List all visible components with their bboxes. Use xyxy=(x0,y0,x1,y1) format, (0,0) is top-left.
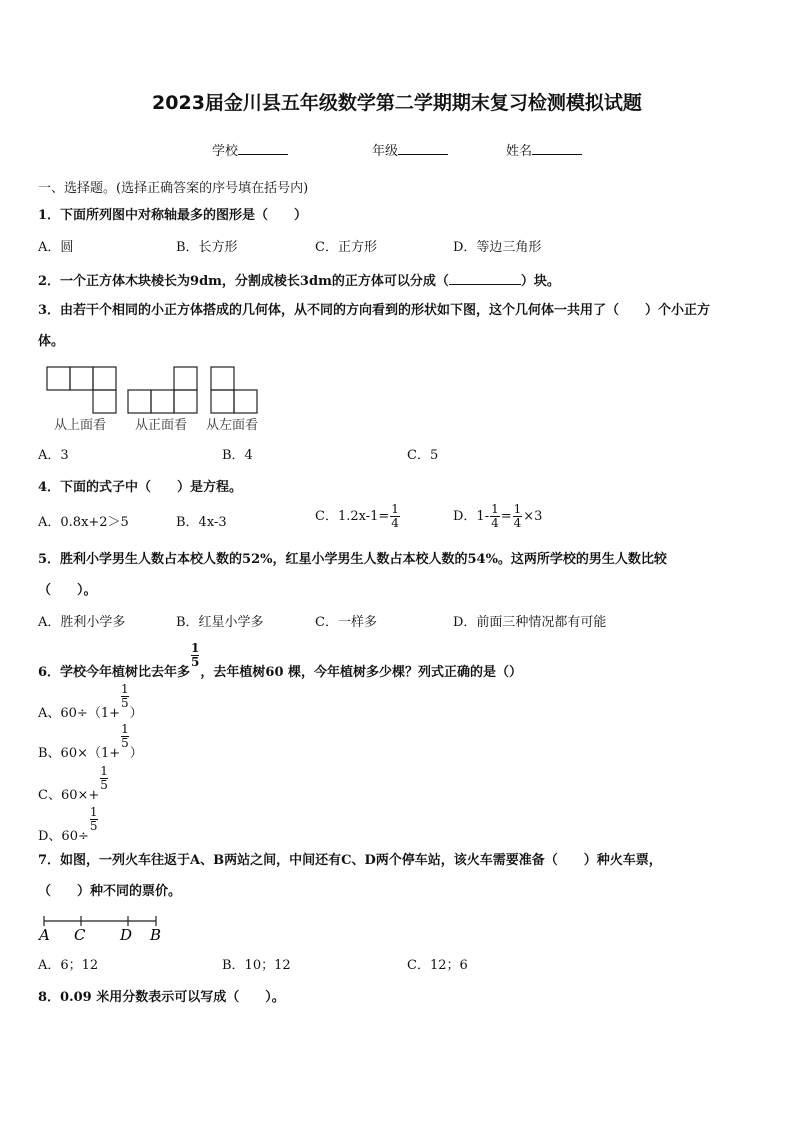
q6-text-post: ，去年植树60 棵，今年植树多少棵？列式正确的是（） xyxy=(200,665,523,680)
grade-field[interactable] xyxy=(372,140,448,159)
top-view-cell xyxy=(93,390,116,413)
q4-option-a[interactable]: A．0.8x+2＞5 xyxy=(38,515,129,530)
q4-option-d-tail: ×3 xyxy=(523,509,543,524)
q6-option-c-text: C、60×+ xyxy=(38,788,100,803)
q7-option-a[interactable]: A．6；12 xyxy=(38,958,99,973)
fraction-one-fifth: $\frac{1}{5}$ xyxy=(191,641,200,669)
q3-caption-front: 从正面看 xyxy=(135,418,188,433)
q3-caption-top: 从上面看 xyxy=(54,418,107,433)
grade-blank[interactable] xyxy=(398,142,448,155)
q5-option-d[interactable]: D．前面三种情况都有可能 xyxy=(453,615,607,630)
left-view-cell xyxy=(211,367,234,390)
q4-option-d[interactable] xyxy=(453,503,542,530)
left-view-cell xyxy=(211,390,234,413)
left-view-cell xyxy=(234,390,257,413)
q7-option-c[interactable]: C．12；6 xyxy=(407,958,468,973)
q6-option-b-text: B、60×（1+ xyxy=(38,746,121,761)
q6-option-a[interactable] xyxy=(38,683,143,722)
equals-sign: = xyxy=(500,509,512,524)
q2-text xyxy=(38,272,560,290)
q7-option-b[interactable]: B．10；12 xyxy=(222,958,291,973)
fraction-one-fifth: $\frac{1}{5}$ xyxy=(89,805,98,833)
q5-line1: 5．胜利小学男生人数占本校人数的52%，红星小学男生人数占本校人数的54%。这两所学校的男生人数比较 xyxy=(38,552,667,567)
page-title: 2023届金川县五年级数学第二学期期末复习检测模拟试题 xyxy=(152,92,642,114)
q2-answer-blank[interactable] xyxy=(449,272,521,285)
q4-option-d-text: D．1- xyxy=(453,509,490,524)
close-paren: ） xyxy=(129,746,143,761)
grade-label: 年级 xyxy=(372,144,399,159)
q7-line2: （ ）种不同的票价。 xyxy=(38,884,182,899)
q1-option-c[interactable]: C．正方形 xyxy=(315,240,377,255)
name-blank[interactable] xyxy=(532,142,582,155)
q6-option-c[interactable] xyxy=(38,765,109,804)
fraction-one-quarter: $\frac{1}{4}$ xyxy=(491,502,499,530)
q6-option-a-text: A、60÷（1+ xyxy=(38,706,120,721)
front-view-cell xyxy=(174,367,197,390)
fraction-one-quarter: $\frac{1}{4}$ xyxy=(513,502,522,530)
station-label-b: B xyxy=(150,926,162,944)
close-paren: ） xyxy=(129,706,143,721)
q4-option-b[interactable]: B．4x-3 xyxy=(176,515,227,530)
q4-option-c[interactable] xyxy=(315,503,401,530)
q3-line2: 体。 xyxy=(38,334,65,349)
fraction-one-fifth: $\frac{1}{5}$ xyxy=(100,764,108,792)
section-heading: 一、选择题。(选择正确答案的序号填在括号内) xyxy=(38,181,309,196)
top-view-cell xyxy=(70,367,93,390)
q2-text-b: ）块。 xyxy=(520,274,560,289)
q3-option-c[interactable]: C．5 xyxy=(407,448,439,463)
school-label: 学校 xyxy=(212,144,239,159)
q1-option-a[interactable]: A．圆 xyxy=(38,240,74,255)
q3-caption-left: 从左面看 xyxy=(206,418,259,433)
name-field[interactable] xyxy=(506,140,582,159)
q6-option-b[interactable] xyxy=(38,723,143,762)
q6-text-pre: 6．学校今年植树比去年多 xyxy=(38,665,191,680)
q1-option-d[interactable]: D．等边三角形 xyxy=(453,240,542,255)
q7-line1: 7．如图，一列火车往返于A、B两站之间，中间还有C、D两个停车站，该火车需要准备（ ）种火车票， xyxy=(38,853,662,868)
q5-option-b[interactable]: B．红星小学多 xyxy=(176,615,264,630)
station-label-d: D xyxy=(120,926,133,944)
q6-option-d[interactable] xyxy=(38,806,99,845)
q4-option-c-text: C．1.2x-1= xyxy=(315,509,390,524)
school-field[interactable] xyxy=(212,140,288,159)
fraction-one-fifth: $\frac{1}{5}$ xyxy=(121,682,129,710)
q3-option-a[interactable]: A．3 xyxy=(38,448,69,463)
q7-rail-diagram xyxy=(36,912,170,944)
q5-option-c[interactable]: C．一样多 xyxy=(315,615,377,630)
front-view-cell xyxy=(174,390,197,413)
q5-line2: （ ）。 xyxy=(38,583,97,598)
q5-option-a[interactable]: A．胜利小学多 xyxy=(38,615,126,630)
front-view-cell xyxy=(151,390,174,413)
fraction-one-fifth: $\frac{1}{5}$ xyxy=(121,722,129,750)
school-blank[interactable] xyxy=(238,142,288,155)
q1-text: 1．下面所列图中对称轴最多的图形是（ ） xyxy=(38,208,308,223)
q8-text: 8．0.09 米用分数表示可以写成（ ）。 xyxy=(38,990,285,1005)
name-label: 姓名 xyxy=(506,144,533,159)
top-view-cell xyxy=(93,367,116,390)
q1-option-b[interactable]: B．长方形 xyxy=(176,240,238,255)
q6-option-d-text: D、60÷ xyxy=(38,829,89,844)
station-label-c: C xyxy=(74,926,86,944)
q3-line1: 3．由若干个相同的小正方体搭成的几何体，从不同的方向看到的形状如下图，这个几何体一共用了（ ）个小正方 xyxy=(38,303,711,318)
q2-text-a: 2．一个正方体木块棱长为9dm，分割成棱长3dm的正方体可以分成（ xyxy=(38,274,449,289)
front-view-cell xyxy=(128,390,151,413)
q4-text: 4．下面的式子中（ ）是方程。 xyxy=(38,480,243,495)
top-view-cell xyxy=(47,367,70,390)
q6-text xyxy=(38,642,522,681)
station-label-a: A xyxy=(39,926,50,944)
q3-option-b[interactable]: B．4 xyxy=(222,448,253,463)
fraction-one-quarter: $\frac{1}{4}$ xyxy=(391,502,399,530)
